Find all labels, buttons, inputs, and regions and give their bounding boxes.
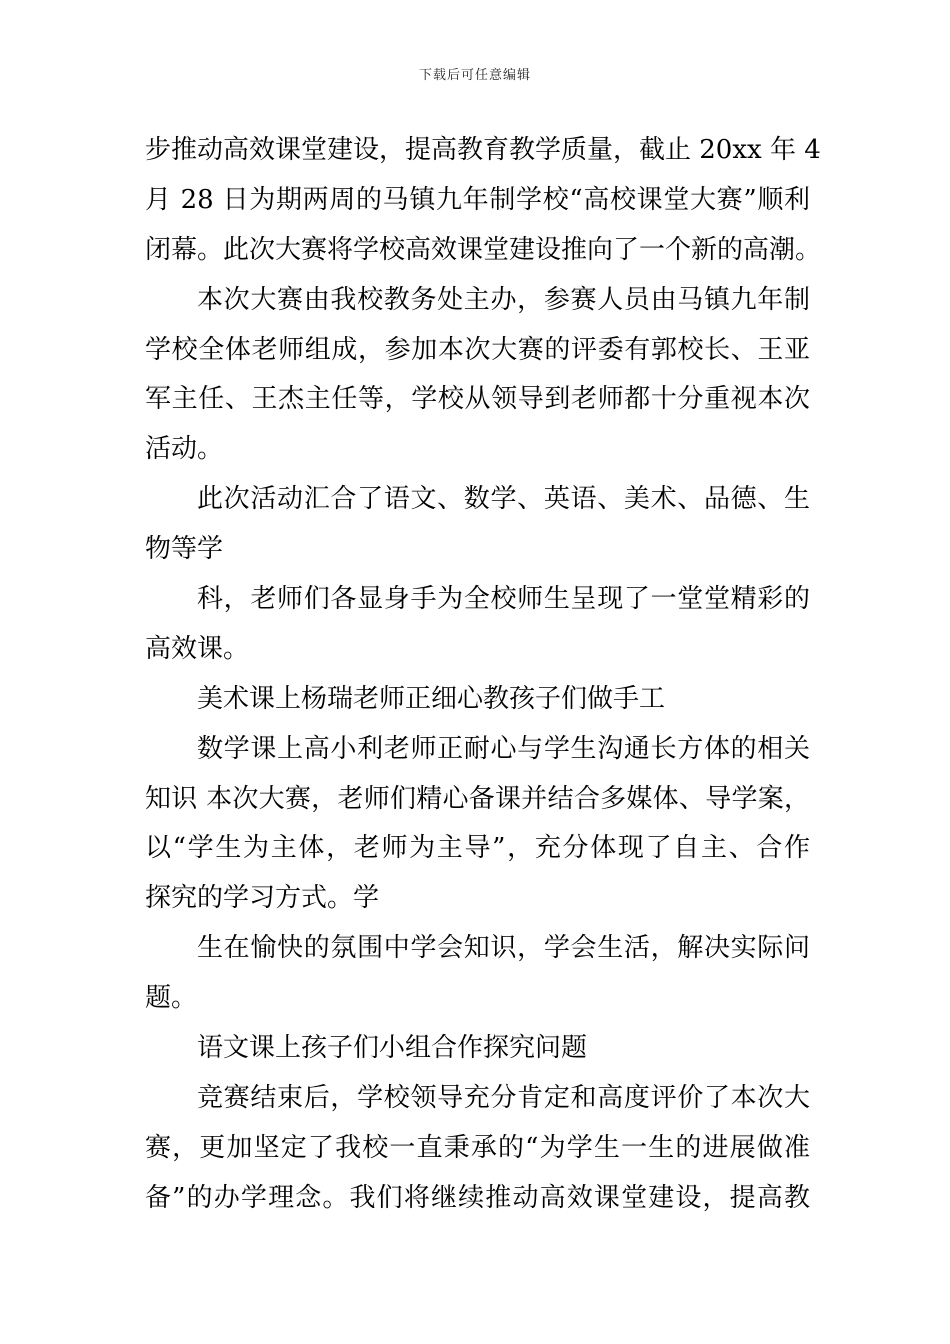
text-line: 竞赛结束后，学校领导充分肯定和高度评价了本次大 (197, 1082, 810, 1113)
text-line: 备”的办学理念。我们将继续推动高效课堂建设，提高教 (145, 1182, 810, 1213)
text-line: 高效课。 (145, 633, 250, 664)
text-line: 学校全体老师组成，参加本次大赛的评委有郭校长、王亚 (145, 334, 810, 365)
text-line: 生在愉快的氛围中学会知识，学会生活，解决实际问 (197, 933, 810, 964)
text-line: 物等学 (145, 534, 224, 565)
page-header: 下载后可任意编辑 (418, 68, 531, 83)
text-line: 月 28 日为期两周的马镇九年制学校“高校课堂大赛”顺利 (145, 184, 810, 215)
text-line: 知识 本次大赛，老师们精心备课并结合多媒体、导学案， (145, 783, 810, 814)
text-line: 此次活动汇合了语文、数学、英语、美术、品德、生 (197, 484, 810, 515)
text-line: 步推动高效课堂建设，提高教育教学质量，截止 20xx 年 4 (145, 135, 821, 165)
text-line: 本次大赛由我校教务处主办，参赛人员由马镇九年制 (197, 284, 810, 315)
text-line: 闭幕。此次大赛将学校高效课堂建设推向了一个新的高潮。 (145, 234, 822, 265)
text-line: 美术课上杨瑞老师正细心教孩子们做手工 (197, 683, 666, 714)
text-line: 数学课上高小利老师正耐心与学生沟通长方体的相关 (197, 733, 810, 764)
text-line: 以“学生为主体，老师为主导”，充分体现了自主、合作 (145, 833, 810, 864)
text-line: 赛，更加坚定了我校一直秉承的“为学生一生的进展做准 (145, 1132, 810, 1163)
text-line: 探究的学习方式。学 (145, 883, 380, 914)
text-line: 语文课上孩子们小组合作探究问题 (197, 1033, 588, 1064)
document-body (145, 126, 822, 1224)
text-line: 活动。 (145, 434, 224, 465)
text-line: 军主任、王杰主任等，学校从领导到老师都十分重视本次 (145, 384, 810, 415)
text-line: 科，老师们各显身手为全校师生呈现了一堂堂精彩的 (197, 584, 810, 615)
text-line: 题。 (145, 983, 198, 1014)
